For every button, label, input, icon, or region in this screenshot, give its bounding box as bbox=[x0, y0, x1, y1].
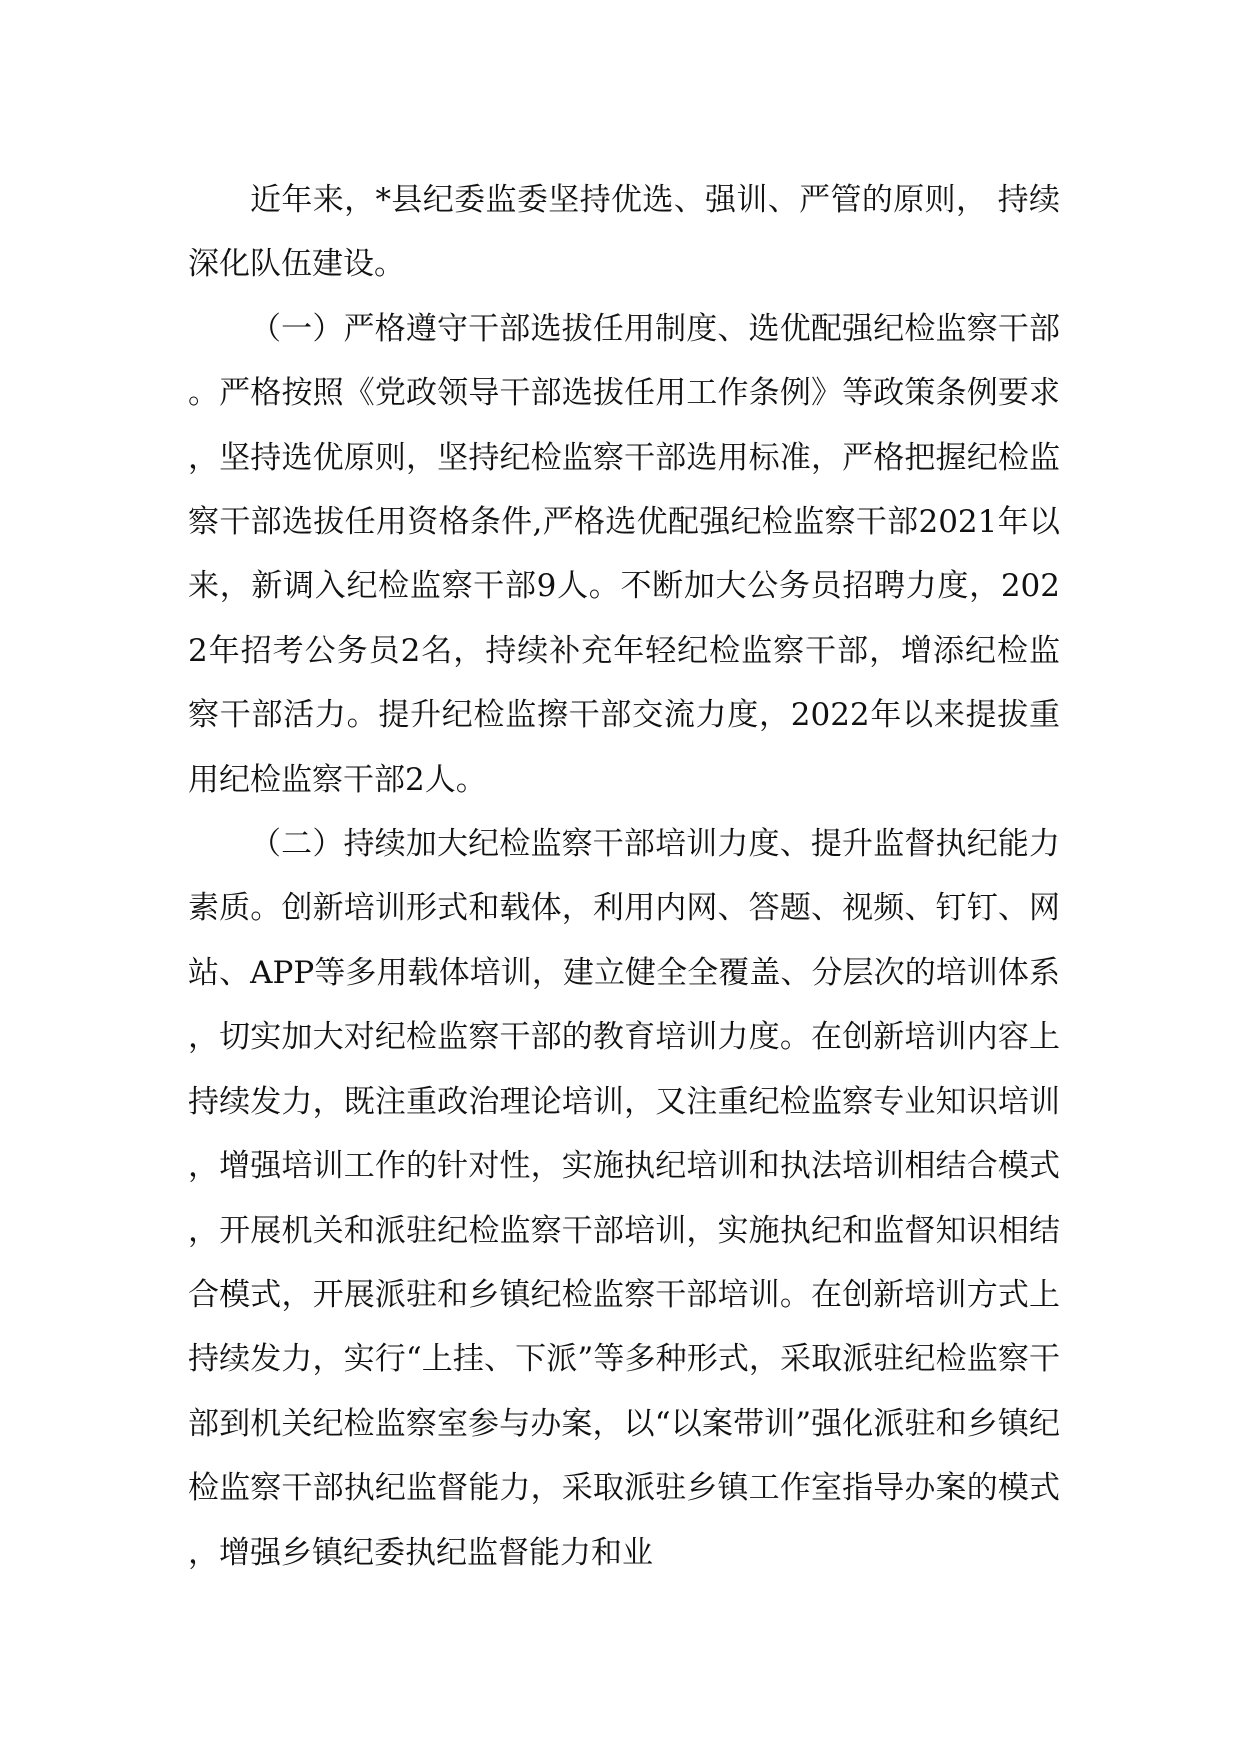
paragraph-section-two: （二）持续加大纪检监察干部培训力度、提升监督执纪能力素质。创新培训形式和载体，利用内网、答题、视频、钉钉、网站、APP等多用载体培训，建立健全全覆盖、分层次的培训体系，切实加大对纪检监察干部的教育培训力度。在创新培训内容上持续发力，既注重政治理论培训，又注重纪检监察专业知识培训，增强培训工作的针对性，实施执纪培训和执法培训相结合模式，开展机关和派驻纪检监察干部培训，实施执纪和监督知识相结合模式，开展派驻和乡镇纪检监察干部培训。在创新培训方式上持续发力，实行“上挂、下派”等多种形式，采取派驻纪检监察干部到机关纪检监察室参与办案，以“以案带训”强化派驻和乡镇纪检监察干部执纪监督能力，采取派驻乡镇工作室指导办案的模式，增强乡镇纪委执纪监督能力和业 bbox=[188, 826, 1060, 1571]
paragraph-intro: 近年来，*县纪委监委坚持优选、强训、严管的原则， 持续深化队伍建设。 bbox=[188, 182, 1060, 283]
document-body bbox=[188, 168, 1060, 1585]
paragraph-section-one: （一）严格遵守干部选拔任用制度、选优配强纪检监察干部。严格按照《党政领导干部选拔任用工作条例》等政策条例要求，坚持选优原则，坚持纪检监察干部选用标准，严格把握纪检监察干部选拔任用资格条件,严格选优配强纪检监察干部2021年以来，新调入纪检监察干部9人。不断加大公务员招聘力度，2022年招考公务员2名，持续补充年轻纪检监察干部，增添纪检监察干部活力。提升纪检监擦干部交流力度，2022年以来提拔重用纪检监察干部2人。 bbox=[188, 310, 1060, 798]
